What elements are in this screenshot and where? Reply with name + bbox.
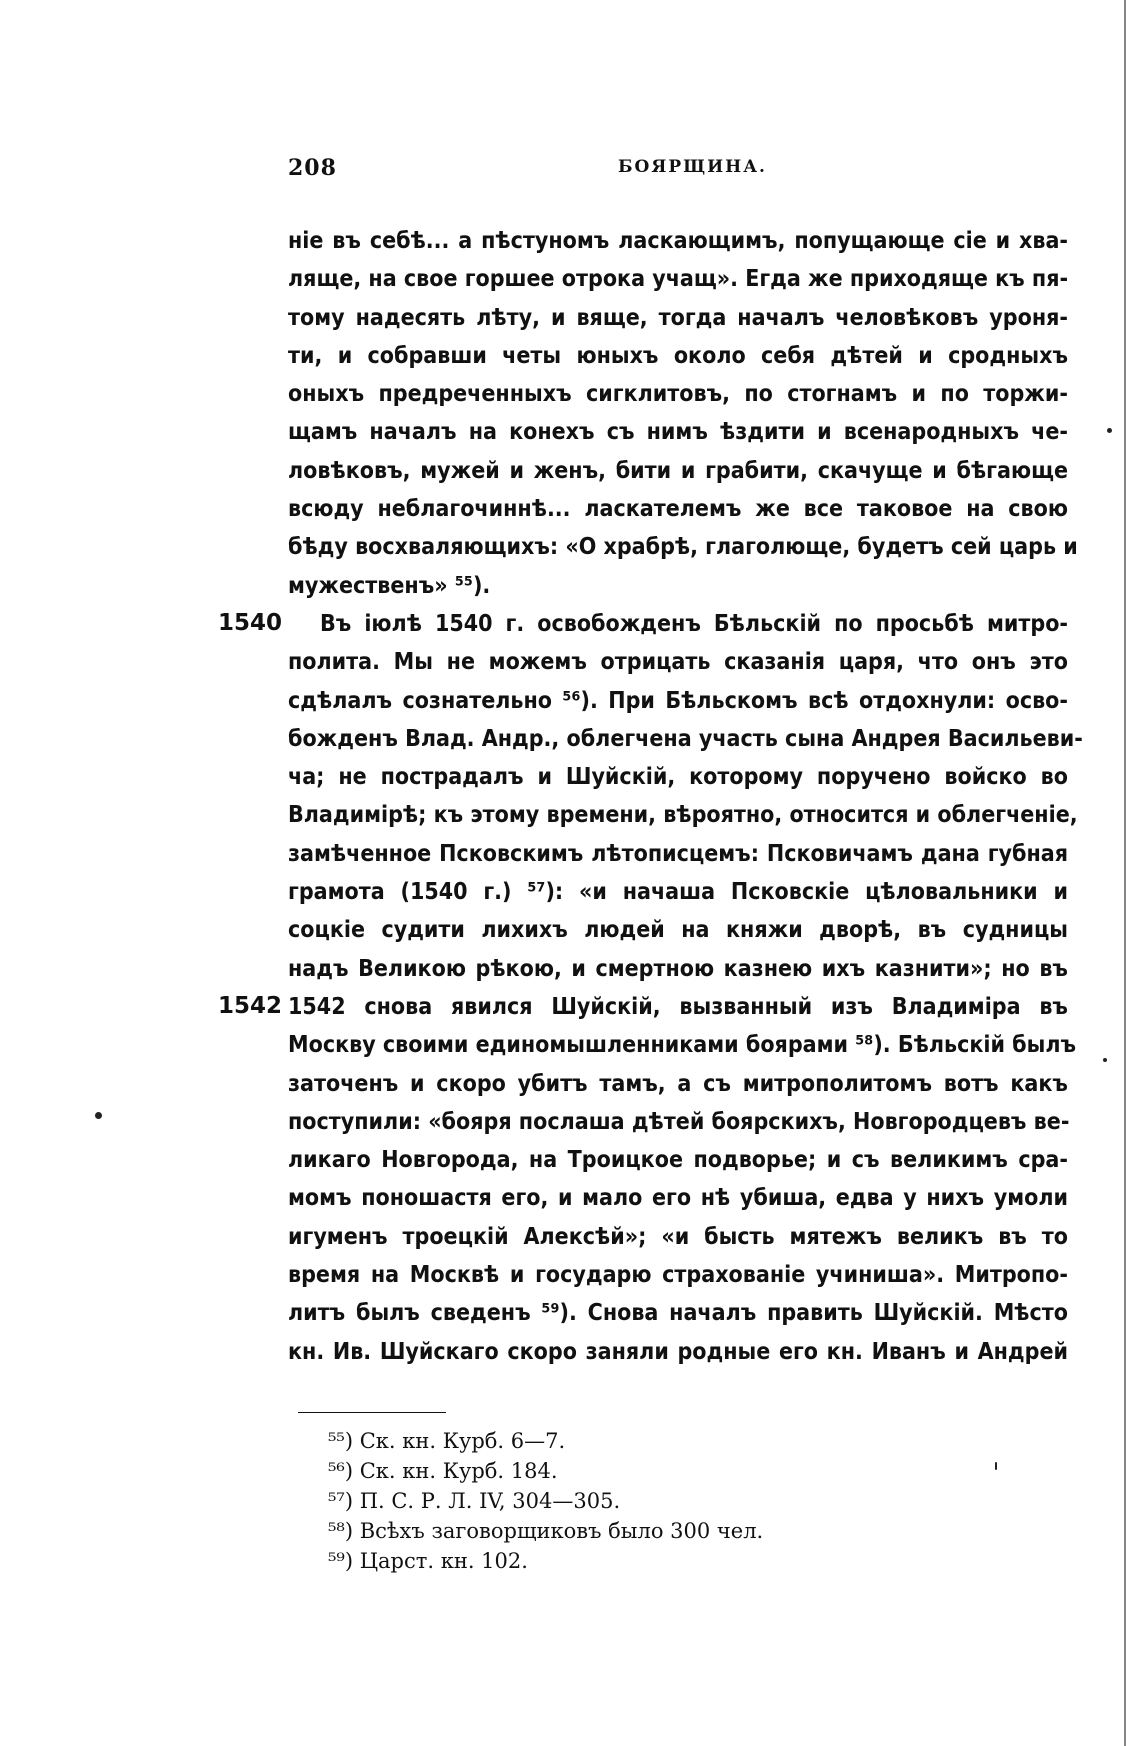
ink-speck xyxy=(95,1112,102,1119)
footnote: ⁵⁷) П. С. Р. Л. IV, 304—305. xyxy=(328,1489,621,1513)
text-line: заточенъ и скоро убитъ тамъ, а съ митрополитомъ вотъ какъ xyxy=(288,1070,1068,1097)
footnote: ⁵⁶) Ск. кн. Курб. 184. xyxy=(328,1459,558,1483)
running-head: БОЯРЩИНА. xyxy=(618,157,767,177)
footnote: ⁵⁸) Всѣхъ заговорщиковъ было 300 чел. xyxy=(328,1519,764,1543)
text-line: тому надесять лѣту, и вяще, тогда началъ человѣковъ уроня- xyxy=(288,304,1068,331)
text-line: литъ былъ сведенъ ⁵⁹). Снова началъ править Шуйскій. Мѣсто xyxy=(288,1300,1068,1327)
text-line: мужественъ» ⁵⁵). xyxy=(288,572,491,599)
text-line: бѣду восхваляющихъ: «О храбрѣ, глаголюще, будетъ сей царь и xyxy=(288,534,1078,561)
page-number: 208 xyxy=(288,155,337,181)
text-line: ніе въ себѣ... а пѣстуномъ ласкающимъ, попущающе сіе и хва- xyxy=(288,228,1068,254)
ink-speck xyxy=(1107,428,1112,433)
ink-speck xyxy=(1103,1058,1107,1062)
body-text xyxy=(288,222,1083,1371)
text-line: щамъ началъ на конехъ съ нимъ ѣздити и всенародныхъ че- xyxy=(288,419,1068,446)
text-line: божденъ Влад. Андр., облегчена участь сына Андрея Васильеви- xyxy=(288,725,1083,752)
text-line: надъ Великою рѣкою, и смертною казнею ихъ казнити»; но въ xyxy=(288,955,1068,982)
text-line: ликаго Новгорода, на Троицкое подворье; и съ великимъ сра- xyxy=(288,1147,1068,1174)
page-header xyxy=(288,155,1068,185)
margin-year-1542: 1542 xyxy=(218,993,283,1019)
footnote: ⁵⁵) Ск. кн. Курб. 6—7. xyxy=(328,1429,566,1453)
text-line: ча; не пострадалъ и Шуйскій, которому поручено войско во xyxy=(288,764,1068,791)
footnote-rule xyxy=(298,1412,446,1413)
text-line: Въ іюлѣ 1540 г. освобожденъ Бѣльскій по просьбѣ митро- xyxy=(320,610,1068,637)
footnotes xyxy=(328,1426,928,1576)
text-line: 1542 снова явился Шуйскій, вызванный изъ Владиміра въ xyxy=(288,993,1068,1020)
text-line: полита. Мы не можемъ отрицать сказанія царя, что онъ это xyxy=(288,649,1068,676)
text-line: ловѣковъ, мужей и женъ, бити и грабити, скачуще и бѣгающе xyxy=(288,457,1068,484)
text-line: соцкіе судити лихихъ людей на княжи дворѣ, въ судницы xyxy=(288,917,1068,944)
text-line: грамота (1540 г.) ⁵⁷): «и начаша Псковскіе цѣловальники и xyxy=(288,879,1068,906)
text-line: игуменъ троецкій Алексѣй»; «и бысть мятежъ великъ въ то xyxy=(288,1223,1068,1250)
text-line: оныхъ предреченныхъ сигклитовъ, по стогнамъ и по торжи- xyxy=(288,381,1068,408)
footnote: ⁵⁹) Царст. кн. 102. xyxy=(328,1549,528,1573)
text-line: лящe, на свое горшее отрока учащ». Егда же приходяще къ пя- xyxy=(288,266,1069,293)
text-line: Владимірѣ; къ этому времени, вѣроятно, относится и облегченіе, xyxy=(288,802,1078,829)
page-edge-shadow xyxy=(1124,0,1126,1746)
text-line: сдѣлалъ сознательно ⁵⁶). При Бѣльскомъ всѣ отдохнули: осво- xyxy=(288,687,1068,714)
text-line: Москву своими единомышленниками боярами ⁵⁸). Бѣльскій былъ xyxy=(288,1032,1077,1059)
text-line: момъ поношастя его, и мало его нѣ убиша, едва у нихъ умоли xyxy=(288,1185,1068,1212)
text-line: всюду неблагочиннѣ... ласкателемъ же все таковое на свою xyxy=(288,496,1068,523)
text-line: поступили: «бояря послаша дѣтей боярскихъ, Новгородцевъ ве- xyxy=(288,1108,1070,1135)
margin-year-1540: 1540 xyxy=(218,610,283,636)
text-line: время на Москвѣ и государю страхованіе учиниша». Митропо- xyxy=(288,1262,1068,1289)
text-line: замѣченное Псковскимъ лѣтописцемъ: Псковичамъ дана губная xyxy=(288,840,1068,867)
text-line: кн. Ив. Шуйскаго скоро заняли родные его кн. Иванъ и Андрей xyxy=(288,1338,1068,1365)
text-line: ти, и собравши четы юныхъ около себя дѣтей и сродныхъ xyxy=(288,342,1068,369)
ink-speck xyxy=(995,1462,997,1470)
